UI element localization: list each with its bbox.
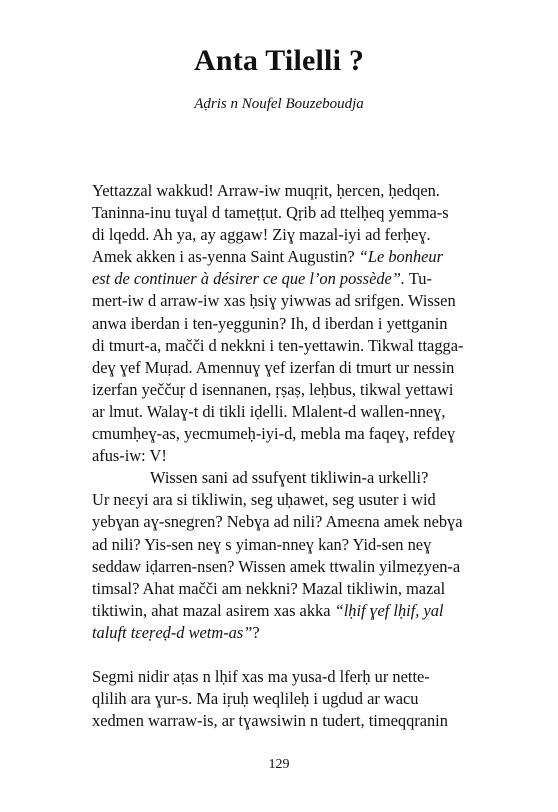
text-line <box>92 357 522 379</box>
text-line <box>92 335 522 357</box>
text-line <box>92 556 522 578</box>
text-line <box>92 688 522 710</box>
paragraph-gap <box>92 644 522 666</box>
paragraph <box>92 666 522 732</box>
text-line <box>92 445 522 467</box>
line-text: Yettazzal wakkud! Arraw-iw muqṛit, ḥercen, ḥedqen. <box>92 181 440 200</box>
quotation-text: “Le bonheur <box>358 247 443 267</box>
text-line <box>92 268 522 290</box>
text-line <box>92 710 522 732</box>
text-line <box>92 313 522 335</box>
text-line <box>92 489 522 511</box>
text-line <box>92 622 522 644</box>
line-text: anwa iberdan i ten-yeggunin? Ih, d iberdan i yettganin <box>92 313 448 333</box>
text-line <box>92 379 522 401</box>
text-line <box>92 534 522 556</box>
text-line <box>92 578 522 600</box>
text-line <box>92 511 522 533</box>
line-text: izerfan yeččuṛ d isennanen, ṛṣaṣ, leḥbus, tikwal yettawi <box>92 379 454 399</box>
text-line <box>92 290 522 312</box>
line-text: Amek akken i as-yenna Saint Augustin? <box>92 247 359 267</box>
text-line <box>92 467 522 489</box>
line-text: di tmurt-a, mačči d nekkni i ten-yettawin. Tikwal ttagga- <box>92 335 464 355</box>
body-text <box>92 180 522 732</box>
line-text: ar lmut. Walaɣ-t di tikli iḍelli. Mlalent-d wallen-nneɣ, <box>92 401 446 421</box>
line-text: xedmen warraw-is, ar tɣawsiwin n tudert, timeqqranin <box>92 711 448 731</box>
quotation-text: “lḥif ɣef lḥif, yal <box>334 600 444 620</box>
quotation-text: taluft tɛeṛeḍ-d wetm-as” <box>92 622 253 642</box>
page-number: 129 <box>268 757 290 772</box>
line-text: seddaw iḍarren-nsen? Wissen amek ttwalin yilmeẓyen-a <box>92 556 461 576</box>
text-line <box>92 666 522 688</box>
text-line <box>92 202 522 224</box>
chapter-title: Anta Tilelli ? <box>193 44 365 77</box>
line-text: timsal? Ahat mačči am nekkni? Mazal tikliwin, mazal <box>92 578 446 598</box>
line-text: Segmi nidir aṭas n lḥif xas ma yusa-d lferḥ ur nette- <box>92 666 430 686</box>
line-text: Tu- <box>405 269 432 289</box>
line-text: deɣ ɣef Muṛad. Amennuɣ ɣef izerfan di tmurt ur nessin <box>92 357 455 377</box>
paragraph <box>92 180 522 644</box>
line-text: cmumḥeɣ-as, yecmumeḥ-iyi-d, mebla ma faqeɣ, refdeɣ <box>92 424 456 444</box>
line-text: ad nili? Yis-sen neɣ s yiman-nneɣ kan? Yid-sen neɣ <box>92 534 432 554</box>
line-text: ? <box>252 622 260 642</box>
line-text: qlilih ara ɣur-s. Ma iṛuḥ weqlileḥ i ugdud ar wacu <box>92 689 419 709</box>
text-line <box>92 246 522 268</box>
text-line <box>92 401 522 423</box>
line-text: tiktiwin, ahat mazal asirem xas akka <box>92 600 335 620</box>
line-text: Ur neɛyi ara si tikliwin, seg uḥawet, seg usuter i wid <box>92 490 436 510</box>
text-line <box>92 180 522 202</box>
quotation-text: est de continuer à désirer ce que l’on possède”. <box>92 269 406 289</box>
line-text: yebɣan aɣ-snegren? Nebɣa ad nili? Ameɛna amek nebɣa <box>92 512 463 532</box>
line-text: di lqedd. Ah ya, ay aggaw! Ziɣ mazal-iyi ad ferḥeɣ. <box>92 225 431 245</box>
line-text: afus-iw: V! <box>92 446 167 466</box>
text-line <box>92 224 522 246</box>
author-byline: Aḍris n Noufel Bouzeboudja <box>194 96 364 112</box>
line-text: Wissen sani ad ssufɣent tikliwin-a urkelli? <box>150 468 429 488</box>
line-text: mert-iw d arraw-iw xas ḥsiɣ yiwwas ad srifgen. Wissen <box>92 291 456 311</box>
text-line <box>92 423 522 445</box>
text-line <box>92 600 522 622</box>
line-text: Taninna-inu tuɣal d tameṭṭut. Qṛib ad ttelḥeq yemma-s <box>92 203 449 223</box>
